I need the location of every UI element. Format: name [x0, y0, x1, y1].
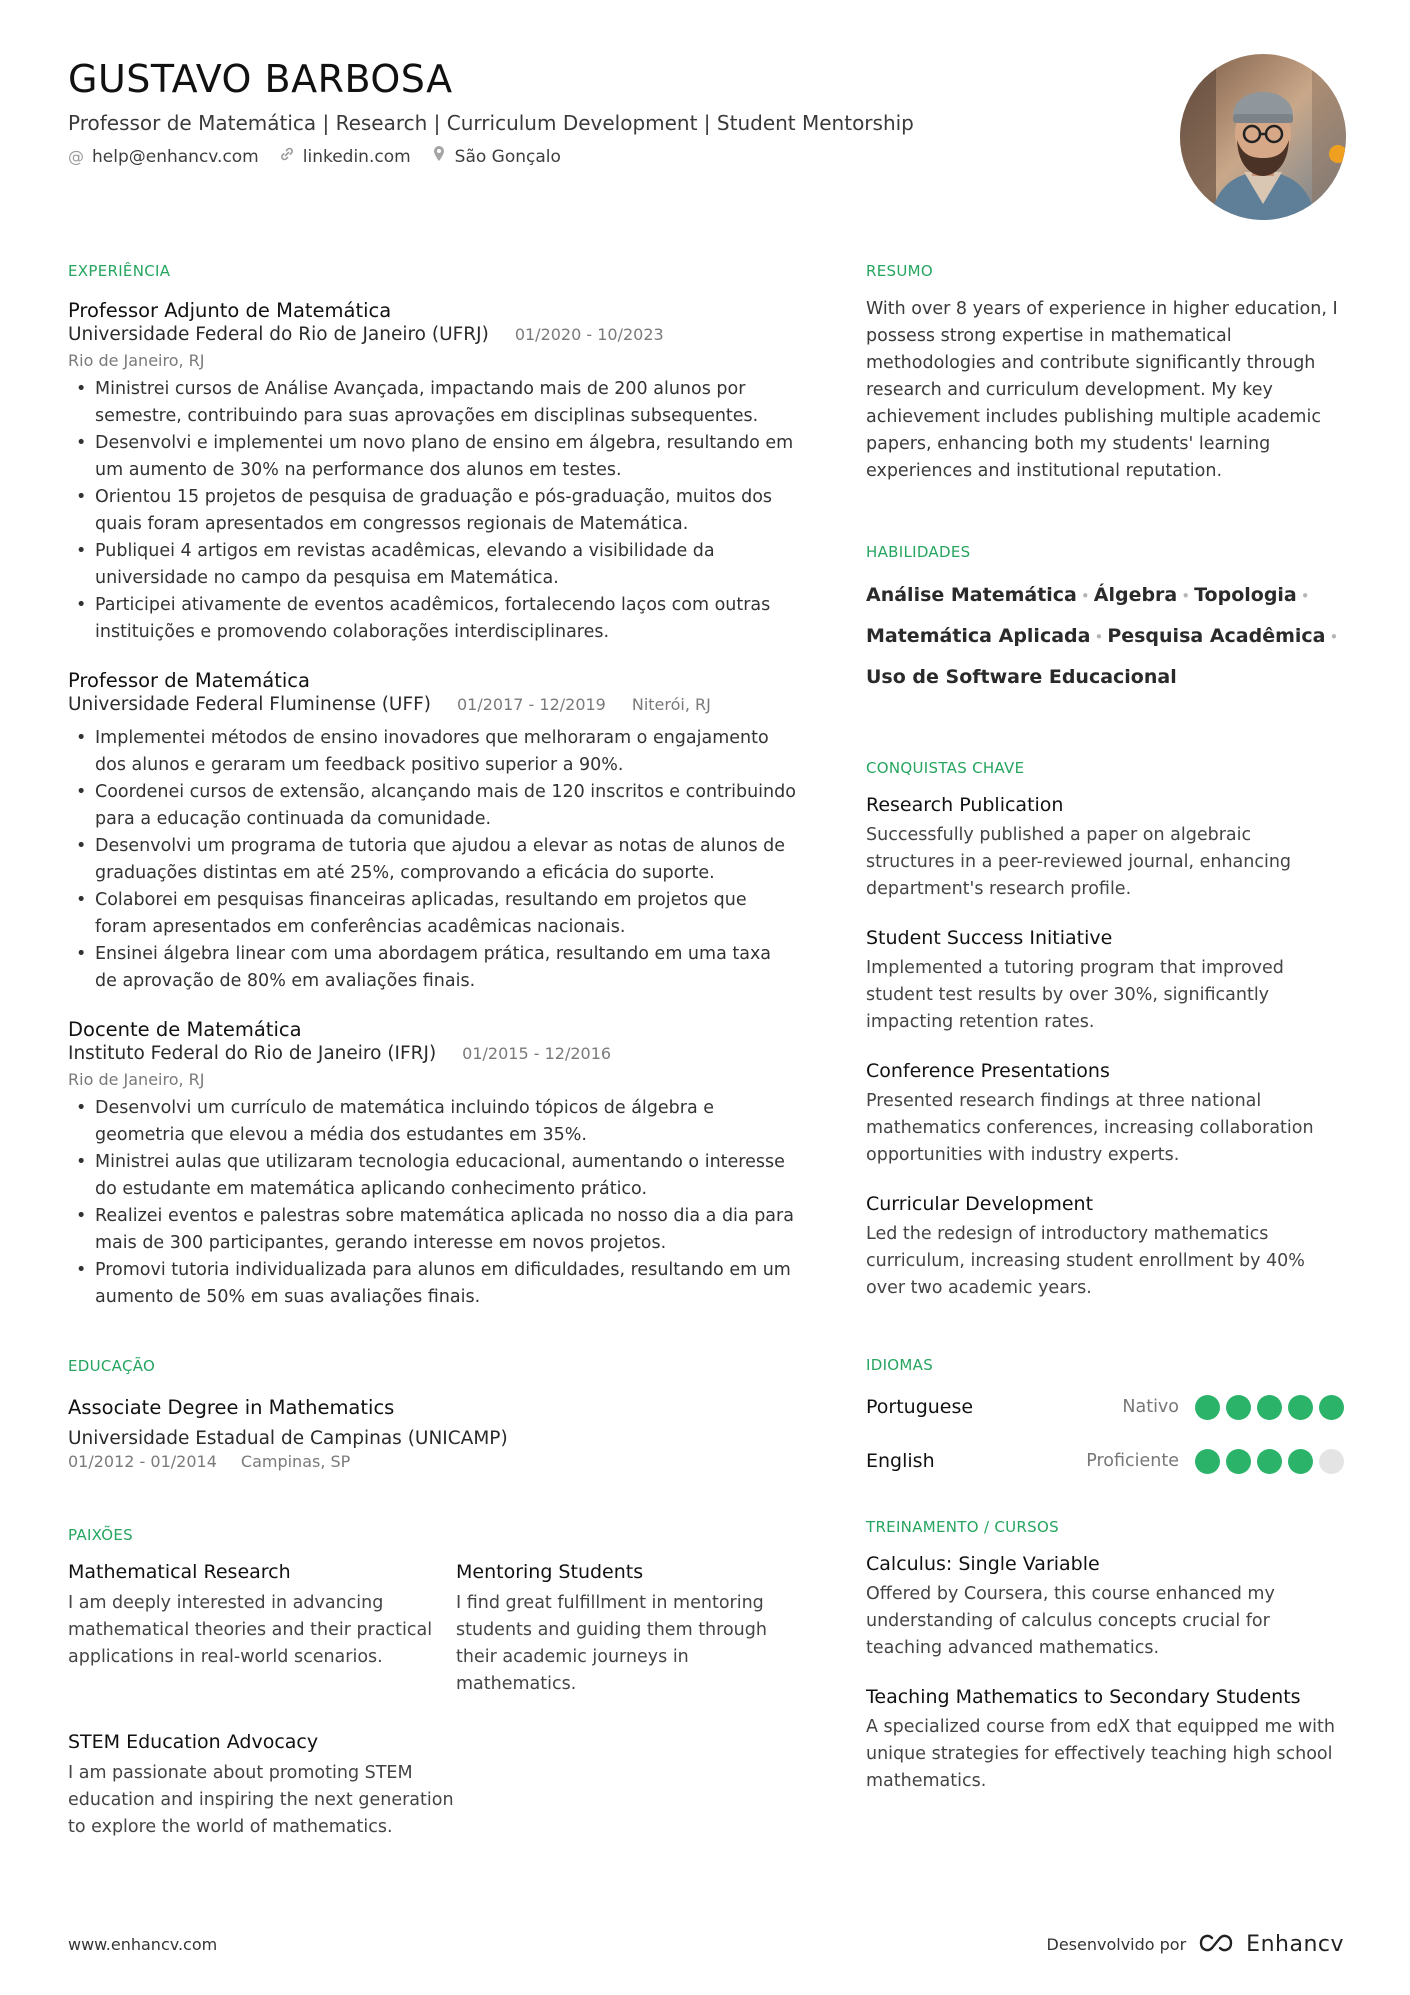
rating-dot-filled — [1195, 1395, 1220, 1420]
achievement-title: Research Publication — [866, 794, 1064, 816]
powered-by-text: Desenvolvido por — [1046, 1935, 1187, 1954]
course-desc: A specialized course from edX that equipped me with unique strategies for effectively teaching high school mathematics. — [866, 1717, 1335, 1791]
rating-dot-filled — [1195, 1449, 1220, 1474]
skills-heading: HABILIDADES — [866, 543, 971, 561]
rating-dot-filled — [1288, 1395, 1313, 1420]
job-bullets — [68, 1095, 796, 1311]
contact-linkedin[interactable] — [279, 146, 411, 168]
experience-item — [68, 668, 796, 995]
profile-photo — [1180, 54, 1346, 220]
skill-tag: Matemática Aplicada — [866, 625, 1091, 647]
achievement-item — [866, 1059, 1344, 1169]
passion-title: Mentoring Students — [456, 1561, 644, 1583]
bullet: • Desenvolvi um programa de tutoria que ajudou a elevar as notas de alunos de graduações distintas em até 25%, comprovando a eficácia do suporte. — [68, 833, 796, 887]
left-column — [68, 262, 796, 1841]
rating-dot-filled — [1319, 1395, 1344, 1420]
passion-desc: I am passionate about promoting STEM education and inspiring the next generation to explore the world of mathematics. — [68, 1763, 454, 1837]
skill-tag: Uso de Software Educacional — [866, 666, 1177, 688]
achievement-item — [866, 793, 1344, 903]
achievement-desc: Implemented a tutoring program that improved student test results by over 30%, significantly impacting retention rates. — [866, 958, 1284, 1032]
location-pin-icon — [431, 145, 447, 168]
bullet: • Orientou 15 projetos de pesquisa de graduação e pós-graduação, muitos dos quais foram apresentados em congressos regionais de Matemática. — [68, 484, 796, 538]
language-item — [866, 1434, 1344, 1488]
passions-heading: PAIXÕES — [68, 1526, 133, 1544]
bullet: • Desenvolvi um currículo de matemática incluindo tópicos de álgebra e geometria que elevou a média dos estudantes em 35%. — [68, 1095, 796, 1149]
separator-dot: • — [1300, 587, 1310, 605]
experience-item — [68, 298, 796, 646]
separator-dot: • — [1094, 628, 1104, 646]
separator-dot: • — [1080, 587, 1090, 605]
passions-grid — [68, 1560, 796, 1841]
language-item — [866, 1380, 1344, 1434]
bullet: • Publiquei 4 artigos em revistas acadêmicas, elevando a visibilidade da universidade no campo da pesquisa em Matemática. — [68, 538, 796, 592]
bullet: • Implementei métodos de ensino inovadores que melhoraram o engajamento dos alunos e geraram um feedback positivo superior a 90%. — [68, 725, 796, 779]
language-level: Proficiente — [1086, 1451, 1179, 1471]
location-text: São Gonçalo — [454, 146, 561, 167]
job-dates: 01/2015 - 12/2016 — [462, 1044, 612, 1063]
skills-list — [866, 575, 1344, 697]
resume-header — [68, 56, 1128, 168]
rating-dot-filled — [1226, 1449, 1251, 1474]
skill-tag: Pesquisa Acadêmica — [1107, 625, 1326, 647]
language-rating — [1195, 1395, 1344, 1420]
job-title: Docente de Matemática — [68, 1018, 302, 1041]
achievement-desc: Presented research findings at three national mathematics conferences, increasing collaboration opportunities with industry experts. — [866, 1091, 1314, 1165]
job-title: Professor Adjunto de Matemática — [68, 299, 392, 322]
passion-item — [456, 1560, 796, 1698]
job-dates: 01/2017 - 12/2019 — [456, 695, 606, 714]
right-column — [866, 262, 1344, 1795]
job-company: Instituto Federal do Rio de Janeiro (IFRJ) — [68, 1043, 437, 1064]
education-item — [68, 1395, 796, 1472]
edu-school: Universidade Estadual de Campinas (UNICAMP) — [68, 1428, 508, 1449]
achievement-title: Student Success Initiative — [866, 927, 1113, 949]
bullet: • Desenvolvi e implementei um novo plano de ensino em álgebra, resultando em um aumento de 30% na performance dos alunos em testes. — [68, 430, 796, 484]
brand-name: Enhancv — [1246, 1932, 1344, 1957]
candidate-title: Professor de Matemática | Research | Curriculum Development | Student Mentorship — [68, 111, 914, 135]
passion-item — [68, 1560, 456, 1698]
bullet: • Coordenei cursos de extensão, alcançando mais de 120 inscritos e contribuindo para a educação continuada da comunidade. — [68, 779, 796, 833]
language-name: English — [866, 1450, 935, 1472]
bullet: • Colaborei em pesquisas financeiras aplicadas, resultando em projetos que foram apresentados em conferências acadêmicas nacionais. — [68, 887, 796, 941]
course-title: Calculus: Single Variable — [866, 1553, 1100, 1575]
course-item — [866, 1552, 1344, 1662]
summary-heading: RESUMO — [866, 262, 933, 280]
page-footer — [68, 1932, 1344, 1957]
separator-dot: • — [1329, 628, 1339, 646]
course-item — [866, 1685, 1344, 1795]
achievement-title: Conference Presentations — [866, 1060, 1110, 1082]
linkedin-text: linkedin.com — [302, 146, 411, 167]
achievements-heading: CONQUISTAS CHAVE — [866, 759, 1025, 777]
edu-location: Campinas, SP — [240, 1452, 351, 1471]
rating-dot-filled — [1288, 1449, 1313, 1474]
bullet: • Ministrei cursos de Análise Avançada, impactando mais de 200 alunos por semestre, contribuindo para suas aprovações em disciplinas subsequentes. — [68, 376, 796, 430]
job-bullets — [68, 376, 796, 646]
job-company: Universidade Federal do Rio de Janeiro (UFRJ) — [68, 324, 489, 345]
summary-text: With over 8 years of experience in higher education, I possess strong expertise in mathematical methodologies and contribute significantly through research and curriculum development. My key achievement includes publishing multiple academic papers, enhancing both my students' learning experiences and institutional reputation. — [866, 299, 1338, 481]
candidate-name: GUSTAVO BARBOSA — [68, 57, 453, 101]
job-dates: 01/2020 - 10/2023 — [514, 325, 664, 344]
skill-tag: Álgebra — [1093, 584, 1178, 606]
job-location: Rio de Janeiro, RJ — [68, 351, 205, 370]
job-title: Professor de Matemática — [68, 669, 310, 692]
course-title: Teaching Mathematics to Secondary Students — [866, 1686, 1301, 1708]
bullet: • Ensinei álgebra linear com uma abordagem prática, resultando em uma taxa de aprovação de 80% em avaliações finais. — [68, 941, 796, 995]
experience-item — [68, 1017, 796, 1311]
achievement-desc: Led the redesign of introductory mathematics curriculum, increasing student enrollment by 40% over two academic years. — [866, 1224, 1305, 1298]
skill-tag: Análise Matemática — [866, 584, 1077, 606]
rating-dot-filled — [1226, 1395, 1251, 1420]
rating-dot-filled — [1257, 1449, 1282, 1474]
link-icon — [279, 146, 295, 168]
job-location: Niterói, RJ — [631, 695, 711, 714]
passion-title: STEM Education Advocacy — [68, 1731, 319, 1753]
footer-url[interactable]: www.enhancv.com — [68, 1935, 218, 1954]
contact-location — [431, 145, 561, 168]
training-heading: TREINAMENTO / CURSOS — [866, 1518, 1059, 1536]
job-location: Rio de Janeiro, RJ — [68, 1070, 205, 1089]
passion-desc: I find great fulfillment in mentoring students and guiding them through their academic journeys in mathematics. — [456, 1593, 767, 1694]
experience-heading: EXPERIÊNCIA — [68, 262, 171, 280]
footer-brand — [1047, 1932, 1344, 1957]
email-text: help@enhancv.com — [92, 146, 259, 167]
achievement-item — [866, 926, 1344, 1036]
separator-dot: • — [1181, 587, 1191, 605]
course-desc: Offered by Coursera, this course enhanced my understanding of calculus concepts crucial for teaching advanced mathematics. — [866, 1584, 1275, 1658]
achievement-desc: Successfully published a paper on algebraic structures in a peer-reviewed journal, enhancing department's research profile. — [866, 825, 1292, 899]
job-company: Universidade Federal Fluminense (UFF) — [68, 694, 431, 715]
bullet: • Realizei eventos e palestras sobre matemática aplicada no nosso dia a dia para mais de 300 participantes, gerando interesse em novos projetos. — [68, 1203, 796, 1257]
rating-dot-empty — [1319, 1449, 1344, 1474]
rating-dot-filled — [1257, 1395, 1282, 1420]
job-bullets — [68, 725, 796, 995]
language-level: Nativo — [1122, 1397, 1179, 1417]
language-name: Portuguese — [866, 1396, 974, 1418]
enhancv-logo-icon — [1198, 1933, 1234, 1957]
achievement-item — [866, 1192, 1344, 1302]
passion-title: Mathematical Research — [68, 1561, 291, 1583]
passion-desc: I am deeply interested in advancing mathematical theories and their practical applications in real-world scenarios. — [68, 1593, 433, 1667]
at-icon: @ — [68, 146, 84, 166]
passion-item — [68, 1730, 456, 1841]
bullet: • Participei ativamente de eventos acadêmicos, fortalecendo laços com outras instituições e promovendo colaborações interdisciplinares. — [68, 592, 796, 646]
contact-email[interactable] — [68, 146, 259, 168]
skill-tag: Topologia — [1194, 584, 1297, 606]
edu-dates: 01/2012 - 01/2014 — [68, 1452, 217, 1471]
education-heading: EDUCAÇÃO — [68, 1357, 156, 1375]
edu-degree: Associate Degree in Mathematics — [68, 1396, 395, 1419]
achievement-title: Curricular Development — [866, 1193, 1094, 1215]
languages-heading: IDIOMAS — [866, 1356, 934, 1374]
bullet: • Ministrei aulas que utilizaram tecnologia educacional, aumentando o interesse do estudante em matemática aplicando conhecimento prático. — [68, 1149, 796, 1203]
contact-bar — [68, 145, 1128, 168]
language-rating — [1195, 1449, 1344, 1474]
bullet: • Promovi tutoria individualizada para alunos em dificuldades, resultando em um aumento de 50% em suas avaliações finais. — [68, 1257, 796, 1311]
